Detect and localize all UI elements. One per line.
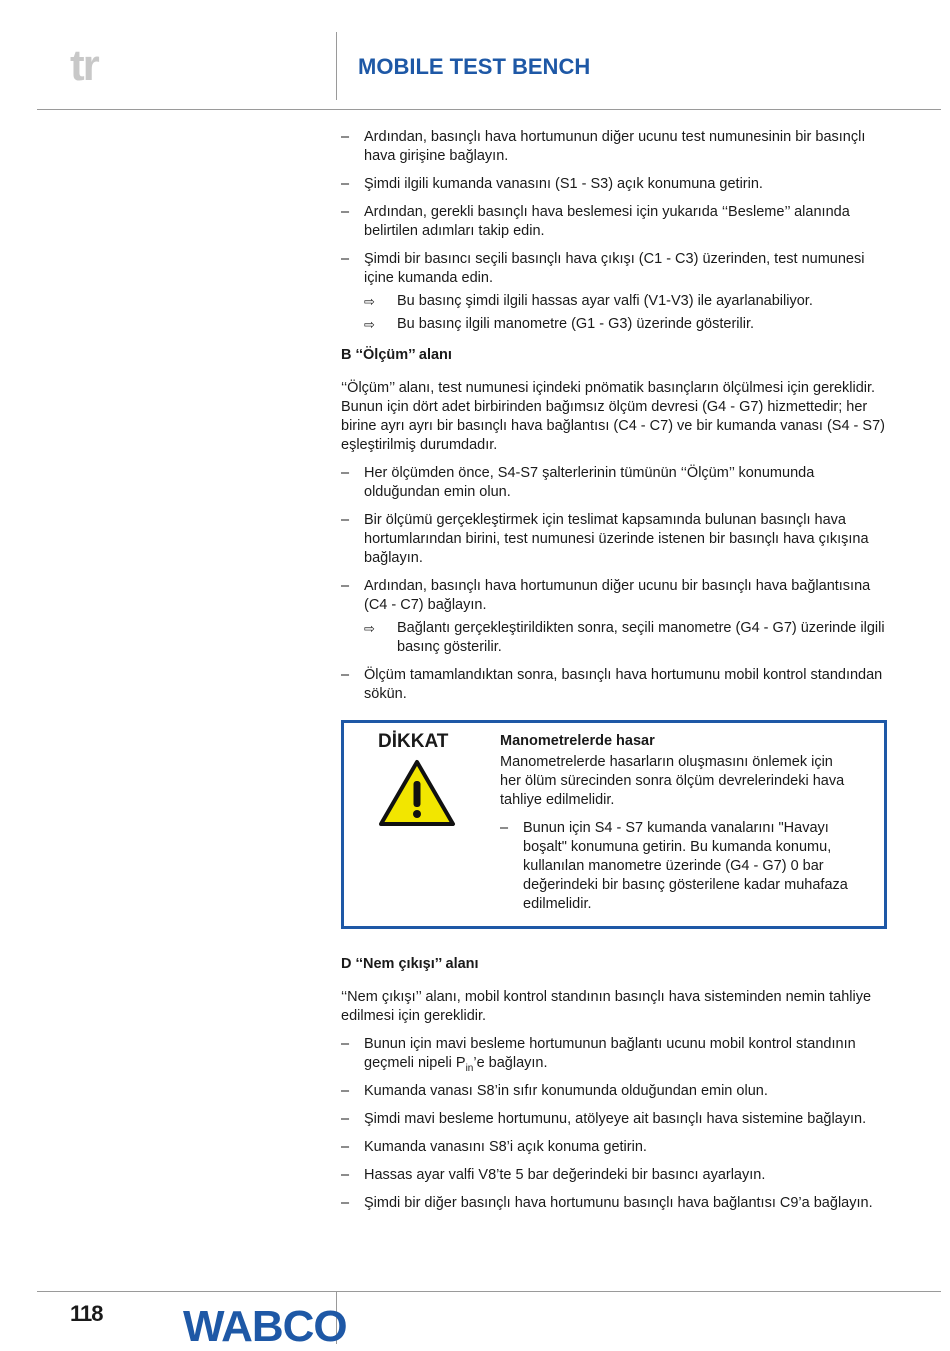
section-heading-b: B ‘‘Ölçüm’’ alanı	[341, 347, 452, 363]
warning-triangle-icon	[378, 759, 500, 833]
dash-bullet: –	[341, 578, 350, 594]
footer-rule	[37, 1291, 941, 1292]
result-item: ⇨ Bu basınç ilgili manometre (G1 - G3) üzerinde gösterilir.	[364, 316, 755, 332]
dash-bullet: –	[341, 465, 350, 481]
section-heading-d: D ‘‘Nem çıkışı’’ alanı	[341, 956, 479, 972]
dash-bullet: –	[500, 820, 509, 836]
dash-bullet: –	[341, 1083, 350, 1099]
list-item: – Ardından, basınçlı hava hortumunun diğer ucunu bir basınçlı hava bağlantısına (C4 - C7) bağlayın. ⇨ Bağlantı gerçekleştirildikten sonra, seçili manometre (G4 - G7) üzerinde ilgili basınç gösterilir.	[341, 577, 887, 657]
list-item: – Kumanda vanasını S8’i açık konuma getirin.	[341, 1139, 647, 1155]
list-item: – Kumanda vanası S8’in sıfır konumunda olduğundan emin olun.	[341, 1083, 768, 1099]
list-item: – Ölçüm tamamlandıktan sonra, basınçlı hava hortumunu mobil kontrol standından sökün.	[341, 667, 883, 702]
dash-bullet: –	[341, 1139, 350, 1155]
dash-bullet: –	[341, 176, 350, 192]
header-rule	[37, 109, 941, 110]
brand-logo: WABCO	[183, 1302, 347, 1351]
warning-title: Manometrelerde hasar	[500, 733, 655, 749]
dash-bullet: –	[341, 129, 350, 145]
list-item: – Bunun için S4 - S7 kumanda vanalarını "Havayı boşalt" konumuna getirin. Bu kumanda konumu, kullanılan manometre üzerinde (G4 - G7) 0 bar değerindeki bir basınç gösterilene kadar muhafaza edilmelidir.	[500, 820, 848, 912]
dash-bullet: –	[341, 1111, 350, 1127]
arrow-right-icon: ⇨	[364, 317, 375, 332]
dash-bullet: –	[341, 1167, 350, 1183]
arrow-right-icon: ⇨	[364, 621, 375, 636]
section-intro-b: ‘‘Ölçüm’’ alanı, test numunesi içindeki pnömatik basınçların ölçülmesi için gereklidir. Bunun için dört adet birbirinden bağımsız ölçüm devresi (G4 - G7) hizmettedir; her birine ayrı ayrı bir basınçlı hava bağlantısı (C4 - C7) ve bir kumanda vanası (S4 - S7) eşleştirilmiş durumdadır.	[341, 380, 885, 453]
list-item: – Ardından, gerekli basınçlı hava beslemesi için yukarıda ‘‘Besleme’’ alanında belirtilen adımları takip edin.	[341, 204, 850, 239]
page-number: 118	[70, 1301, 103, 1326]
section-intro-d: ‘‘Nem çıkışı’’ alanı, mobil kontrol standının basınçlı hava sisteminden nemin tahliye edilmesi için gereklidir.	[341, 989, 872, 1024]
page-title: MOBILE TEST BENCH	[358, 54, 591, 79]
dash-bullet: –	[341, 512, 350, 528]
dash-bullet: –	[341, 251, 350, 267]
dash-bullet: –	[341, 204, 350, 220]
result-item: ⇨ Bağlantı gerçekleştirildikten sonra, seçili manometre (G4 - G7) üzerinde ilgili basınç gösterilir.	[364, 620, 885, 655]
header-divider	[336, 32, 337, 100]
warning-text: Manometrelerde hasarların oluşmasını önlemek için her ölüm sürecinden sonra ölçüm devrelerindeki hava tahliye edilmelidir.	[500, 754, 845, 808]
warning-box	[341, 720, 887, 929]
language-code: tr	[70, 41, 98, 90]
list-item: – Şimdi mavi besleme hortumunu, atölyeye ait basınçlı hava sistemine bağlayın.	[341, 1111, 867, 1127]
dash-bullet: –	[341, 667, 350, 683]
arrow-right-icon: ⇨	[364, 294, 375, 309]
list-item: – Bunun için mavi besleme hortumunun bağlantı ucunu mobil kontrol standının geçmeli nipeli $P_{in}’e$ bağlayın.	[341, 1036, 856, 1074]
result-item: ⇨ Bu basınç şimdi ilgili hassas ayar valfi (V1-V3) ile ayarlanabiliyor.	[364, 293, 813, 309]
list-item: – Şimdi bir diğer basınçlı hava hortumunu basınçlı hava bağlantısı C9’a bağlayın.	[341, 1195, 873, 1211]
list-item: – Şimdi bir basıncı seçili basınçlı hava çıkışı (C1 - C3) üzerinden, test numunesi içine kumanda edin. ⇨ Bu basınç şimdi ilgili hassas ayar valfi (V1-V3) ile ayarlanabiliyor. ⇨ Bu basınç ilgili manometre (G1 - G3) üzerinde gösterilir.	[341, 250, 887, 334]
list-item: – Her ölçümden önce, S4-S7 şalterlerinin tümünün ‘‘Ölçüm’’ konumunda olduğundan emin olun.	[341, 465, 815, 500]
list-item: – Bir ölçümü gerçekleştirmek için teslimat kapsamında bulunan basınçlı hava hortumlarından birini, test numunesi üzerinde istenen bir basınçlı hava çıkışına bağlayın.	[341, 512, 869, 566]
list-item: – Şimdi ilgili kumanda vanasını (S1 - S3) açık konumuna getirin.	[341, 176, 763, 192]
list-item: – Hassas ayar valfi V8’te 5 bar değerindeki bir basıncı ayarlayın.	[341, 1167, 766, 1183]
list-item: – Ardından, basınçlı hava hortumunun diğer ucunu test numunesinin bir basınçlı hava girişine bağlayın.	[341, 129, 866, 164]
dash-bullet: –	[341, 1036, 350, 1052]
warning-label: DİKKAT	[378, 731, 449, 752]
main-content	[341, 128, 887, 1222]
dash-bullet: –	[341, 1195, 350, 1211]
